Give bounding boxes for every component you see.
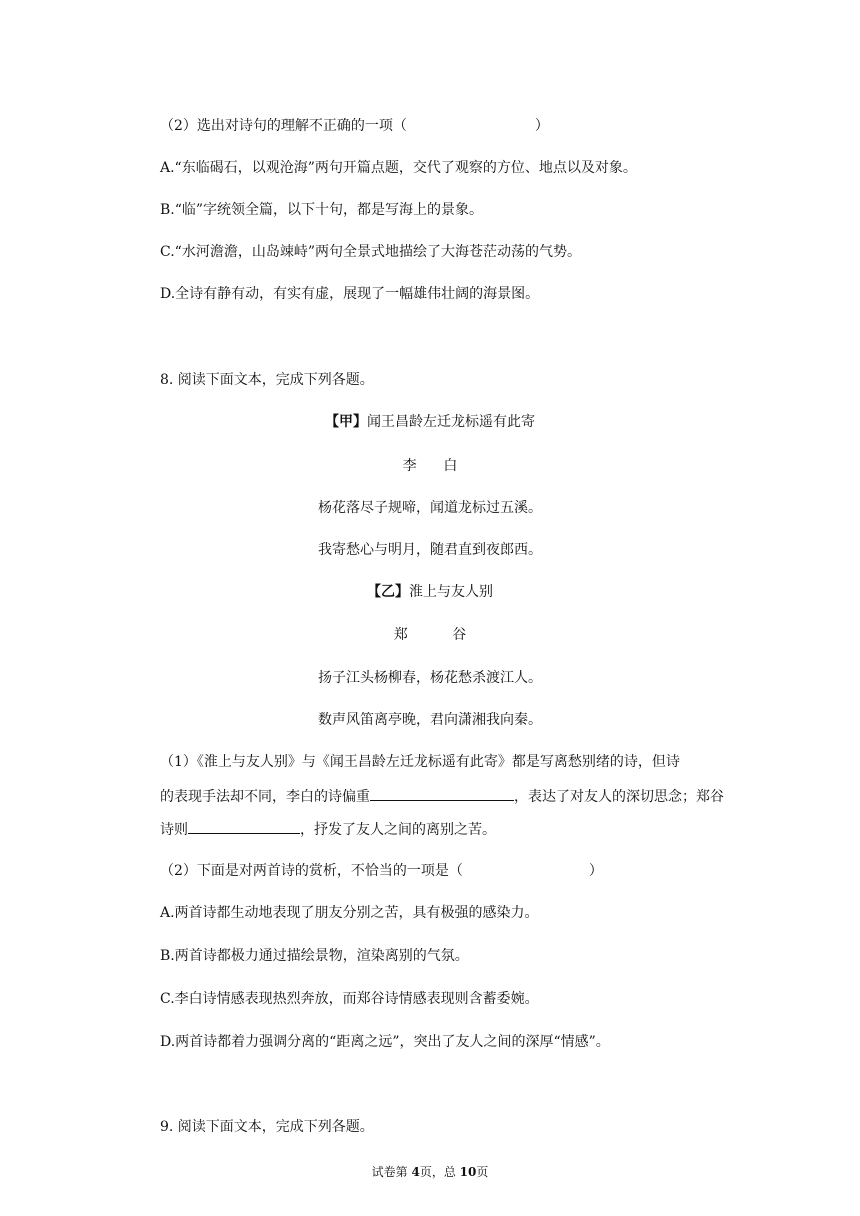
q8-sub2-close: ） bbox=[588, 863, 603, 879]
q8-sub2-prompt: （2）下面是对两首诗的赏析，不恰当的一项是（ bbox=[160, 863, 463, 879]
q8-option-d: D.两首诗都着力强调分离的“距离之远”，突出了友人之间的深厚“情感”。 bbox=[160, 1034, 610, 1050]
fill-blank-2[interactable] bbox=[188, 819, 300, 834]
poem1-tag: 【甲】 bbox=[325, 414, 367, 430]
poem2-title-line bbox=[0, 582, 860, 602]
q8-sub1-text-b: ，表达了对友人的深切思念；郑谷 bbox=[514, 789, 724, 805]
q8-sub1-text-d: ，抒发了友人之间的离别之苦。 bbox=[300, 822, 496, 838]
poem2-tag: 【乙】 bbox=[367, 584, 409, 600]
q8-option-b: B.两首诗都极力通过描绘景物，渲染离别的气氛。 bbox=[160, 948, 469, 964]
q9-header: 9. 阅读下面文本，完成下列各题。 bbox=[160, 1119, 374, 1135]
q8-sub1-text-c: 诗则 bbox=[160, 822, 188, 838]
poem2-title: 淮上与友人别 bbox=[409, 584, 493, 600]
q7-sub2-prompt: （2）选出对诗句的理解不正确的一项（ bbox=[160, 118, 407, 134]
q7-option-b: B.“临”字统领全篇，以下十句，都是写海上的景象。 bbox=[160, 202, 484, 218]
poem1-title: 闻王昌龄左迁龙标遥有此寄 bbox=[367, 414, 535, 430]
poem1-line-2: 我寄愁心与明月，随君直到夜郎西。 bbox=[318, 542, 542, 558]
footer-total-pages: 10 bbox=[459, 1165, 477, 1179]
q8-sub1-line3 bbox=[160, 819, 496, 840]
q7-option-d: D.全诗有静有动，有实有虚，展现了一幅雄伟壮阔的海景图。 bbox=[160, 286, 540, 302]
q8-option-a: A.两首诗都生动地表现了朋友分别之苦，具有极强的感染力。 bbox=[160, 905, 539, 921]
q8-sub1-line1: （1）《淮上与友人别》与《闻王昌龄左迁龙标遥有此寄》都是写离愁别绪的诗，但诗 bbox=[160, 754, 680, 770]
q7-option-a: A.“东临碣石，以观沧海”两句开篇点题，交代了观察的方位、地点以及对象。 bbox=[160, 160, 637, 176]
page-footer: 试卷第 4页，总 10页 bbox=[371, 1165, 489, 1179]
fill-blank-1[interactable] bbox=[370, 786, 514, 801]
q8-sub1-text-a: 的表现手法却不同，李白的诗偏重 bbox=[160, 789, 370, 805]
footer-page-number: 4 bbox=[411, 1165, 420, 1179]
q7-option-c: C.“水河澹澹，山岛竦峙”两句全景式地描绘了大海苍茫动荡的气势。 bbox=[160, 244, 581, 260]
q7-sub2-close: ） bbox=[534, 118, 549, 134]
poem1-line-1: 杨花落尽子规啼，闻道龙标过五溪。 bbox=[318, 500, 542, 516]
q8-sub1-line2 bbox=[160, 786, 724, 807]
q7-sub2-prompt-line bbox=[160, 116, 549, 136]
poem1-author: 李 白 bbox=[402, 458, 458, 474]
poem1-title-line bbox=[0, 412, 860, 432]
q8-header: 8. 阅读下面文本，完成下列各题。 bbox=[160, 372, 374, 388]
poem2-author: 郑 谷 bbox=[393, 627, 467, 643]
poem2-line-1: 扬子江头杨柳春，杨花愁杀渡江人。 bbox=[318, 670, 542, 686]
q8-option-c: C.李白诗情感表现热烈奔放，而郑谷诗情感表现则含蓄委婉。 bbox=[160, 991, 539, 1007]
poem2-line-2: 数声风笛离亭晚，君向潇湘我向秦。 bbox=[318, 712, 542, 728]
q8-sub2-prompt-line bbox=[160, 861, 603, 881]
